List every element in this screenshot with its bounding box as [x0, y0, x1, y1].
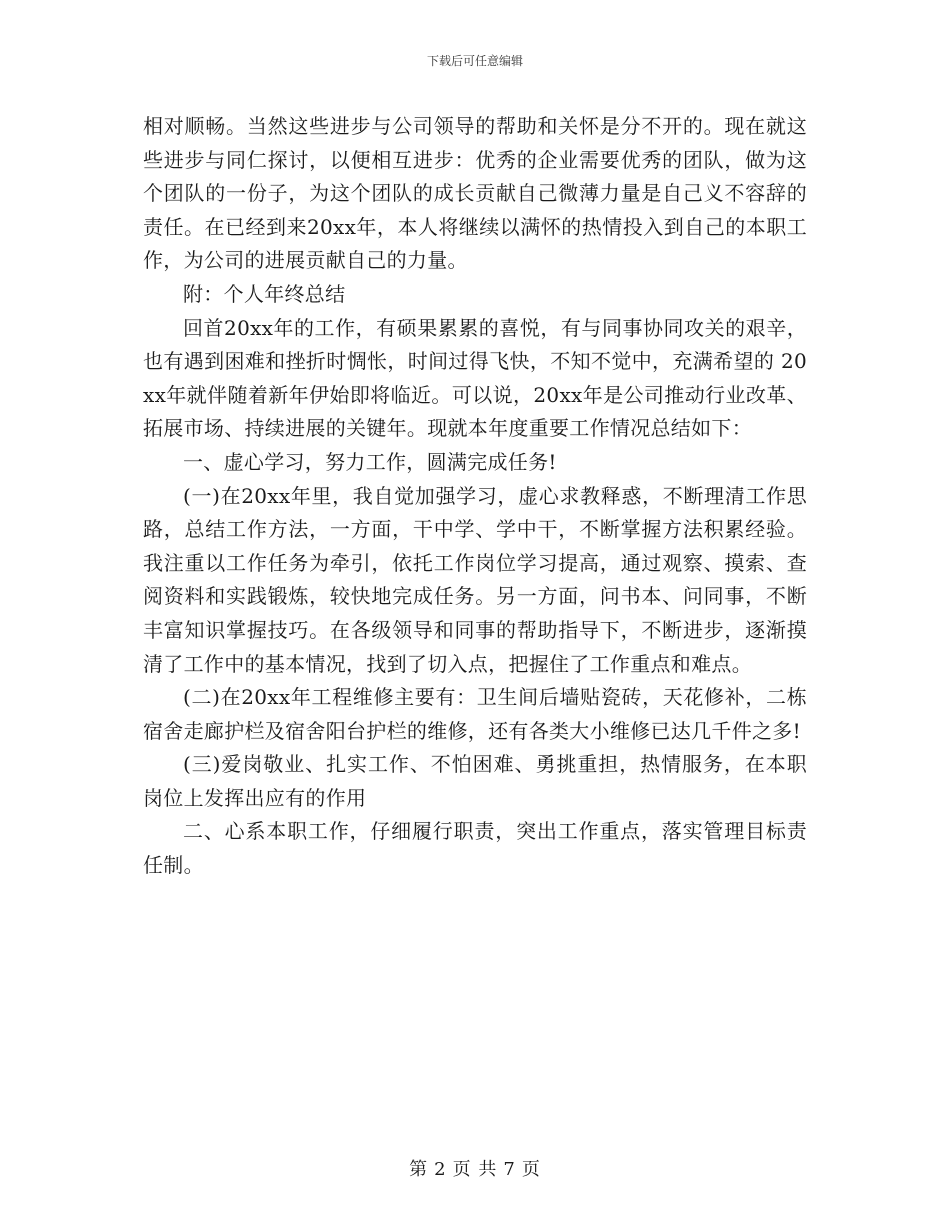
- paragraph-subsection-2: (二)在20xx年工程维修主要有：卫生间后墙贴瓷砖，天花修补，二栋宿舍走廊护栏及宿舍阳台护栏的维修，还有各类大小维修已达几千件之多!: [143, 685, 807, 743]
- paragraph-subsection-1: (一)在20xx年里，我自觉加强学习，虚心求教释惑，不断理清工作思路，总结工作方法，一方面，干中学、学中干，不断掌握方法积累经验。我注重以工作任务为牵引，依托工作岗位学习提高，通过观察、摸索、查阅资料和实践锻炼，较快地完成任务。另一方面，问书本、问同事，不断丰富知识掌握技巧。在各级领导和同事的帮助指导下，不断进步，逐渐摸清了工作中的基本情况，找到了切入点，把握住了工作重点和难点。: [143, 483, 807, 676]
- paragraph-intro: 回首20xx年的工作，有硕果累累的喜悦，有与同事协同攻关的艰辛，也有遇到困难和挫折时惆怅，时间过得飞快，不知不觉中，充满希望的 20xx年就伴随着新年伊始即将临近。可以说，20xx年是公司推动行业改革、拓展市场、持续进展的关键年。现就本年度重要工作情况总结如下：: [143, 315, 807, 441]
- section-heading-2: 二、心系本职工作，仔细履行职责，突出工作重点，落实管理目标责任制。: [143, 819, 807, 878]
- document-body: [143, 110, 807, 883]
- footer-prefix: 第: [409, 1159, 429, 1180]
- page-header: 下载后可任意编辑: [426, 54, 523, 68]
- section-heading-1: 一、虚心学习，努力工作，圆满完成任务!: [183, 449, 557, 474]
- footer-middle: 页 共: [452, 1159, 498, 1180]
- paragraph-subsection-3: (三)爱岗敬业、扎实工作、不怕困难、勇挑重担，热情服务，在本职岗位上发挥出应有的作用: [143, 752, 807, 810]
- footer-page-number: 2: [434, 1159, 447, 1180]
- paragraph-continuation: 相对顺畅。当然这些进步与公司领导的帮助和关怀是分不开的。现在就这些进步与同仁探讨，以便相互进步：优秀的企业需要优秀的团队，做为这个团队的一份子，为这个团队的成长贡献自己微薄力量是自己义不容辞的责任。在已经到来20xx年，本人将继续以满怀的热情投入到自己的本职工作，为公司的进展贡献自己的力量。: [143, 114, 807, 273]
- page-footer: [0, 1155, 950, 1181]
- paragraph-appendix-title: 附：个人年终总结: [183, 281, 346, 306]
- footer-suffix: 页: [521, 1159, 541, 1180]
- footer-total-pages: 7: [503, 1159, 516, 1180]
